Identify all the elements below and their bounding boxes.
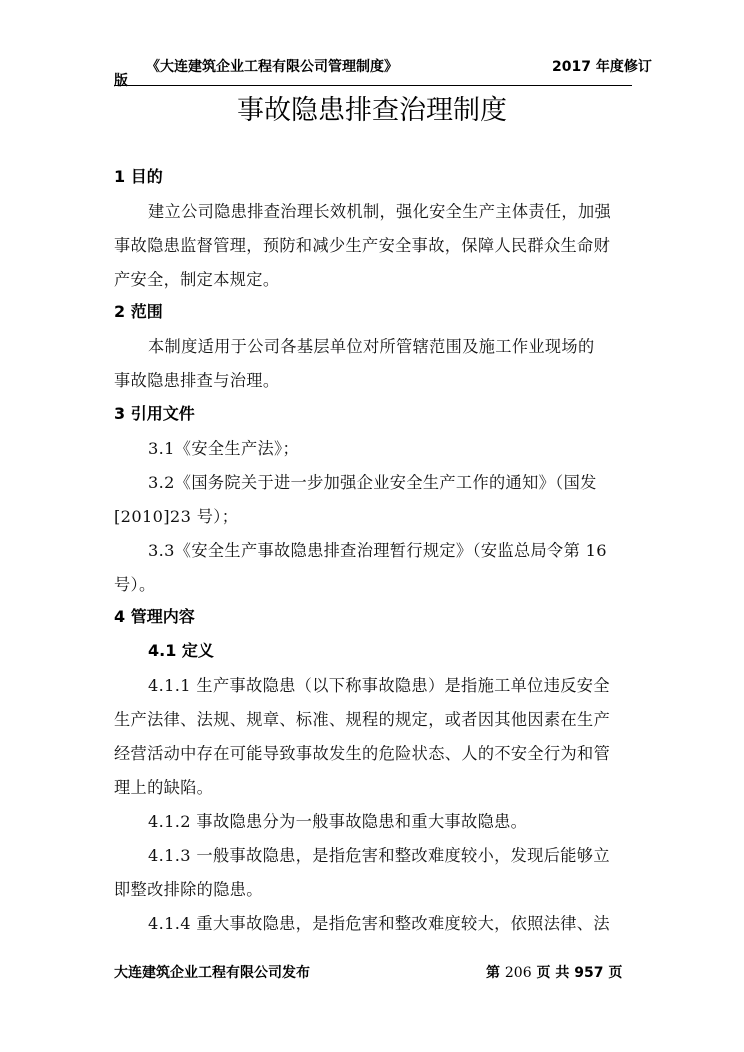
header-document-title: 《大连建筑企业工程有限公司管理制度》 [146,59,398,75]
footer-page-total: 957 [574,965,604,981]
reference-item: 3.1《安全生产法》； [148,439,299,458]
section-heading-scope: 2 范围 [114,302,163,321]
paragraph-line: 建立公司隐患排查治理长效机制，强化安全生产主体责任，加强 [148,202,612,221]
footer-page-suffix: 页 [608,965,623,981]
paragraph-line: 4.1.3 一般事故隐患，是指危害和整改难度较小，发现后能够立 [148,846,610,865]
header-revision-continuation: 版 [114,73,128,89]
page-title: 事故隐患排查治理制度 [237,95,507,126]
header-rule [114,85,632,86]
paragraph-line: 本制度适用于公司各基层单位对所管辖范围及施工作业现场的 [148,337,595,356]
paragraph-line: 事故隐患监督管理，预防和减少生产安全事故，保障人民群众生命财 [114,236,611,255]
paragraph-line: 4.1.1 生产事故隐患（以下称事故隐患）是指施工单位违反安全 [148,676,610,695]
reference-item: 3.2《国务院关于进一步加强企业安全生产工作的通知》（国发 [148,473,597,492]
section-heading-references: 3 引用文件 [114,404,195,423]
section-heading-purpose: 1 目的 [114,167,163,186]
footer-page-mid: 页 共 [536,965,570,981]
paragraph-line: 产安全，制定本规定。 [114,270,280,289]
footer-publisher: 大连建筑企业工程有限公司发布 [114,965,310,981]
reference-item-continuation: 号）。 [114,575,156,594]
paragraph-line: 4.1.4 重大事故隐患，是指危害和整改难度较大，依照法律、法 [148,914,610,933]
paragraph-line: 理上的缺陷。 [114,778,214,797]
footer-page-number: 206 [504,965,532,981]
paragraph-line: 生产法律、法规、规章、标准、规程的规定，或者因其他因素在生产 [114,710,611,729]
paragraph-line: 即整改排除的隐患。 [114,880,263,899]
footer-page-info [486,962,622,982]
footer-page-prefix: 第 [486,965,500,981]
paragraph-line: 4.1.2 事故隐患分为一般事故隐患和重大事故隐患。 [148,812,528,831]
reference-item: 3.3《安全生产事故隐患排查治理暂行规定》（安监总局令第 16 [148,541,607,560]
header-revision: 2017 年度修订 [552,59,652,75]
paragraph-line: 事故隐患排查与治理。 [114,371,280,390]
reference-item-continuation: [2010]23 号）； [114,507,239,526]
paragraph-line: 经营活动中存在可能导致事故发生的危险状态、人的不安全行为和管 [114,744,611,763]
section-heading-management: 4 管理内容 [114,607,195,626]
subsection-heading-definitions: 4.1 定义 [148,641,214,660]
